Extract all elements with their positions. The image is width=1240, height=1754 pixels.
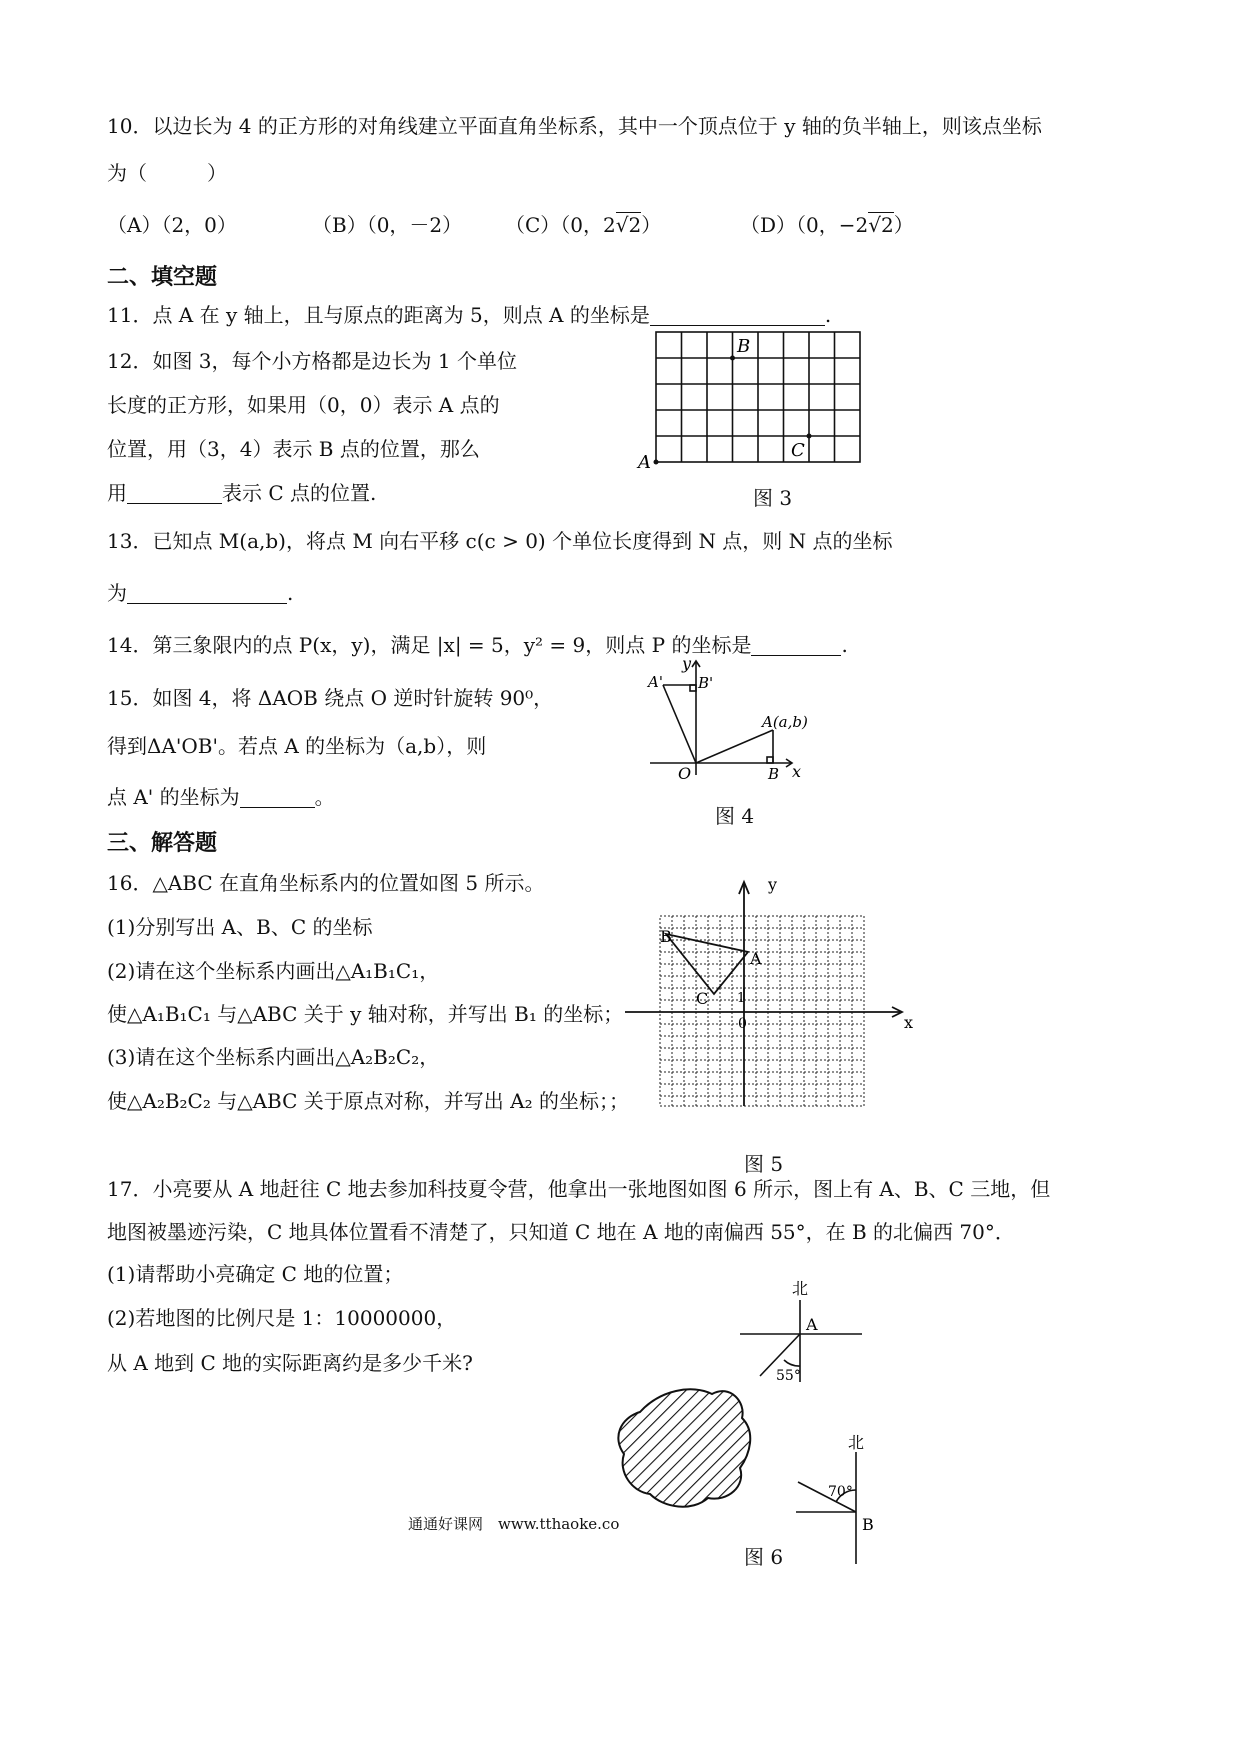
q17-line1: 17．小亮要从 A 地赶往 C 地去参加科技夏令营，他拿出一张地图如图 6 所示，图上有 A、B、C 三地，但 xyxy=(107,1177,1051,1201)
q17-line2: 地图被墨迹污染，C 地具体位置看不清楚了，只知道 C 地在 A 地的南偏西 55°，在 B 的北偏西 70°． xyxy=(107,1220,1015,1244)
q17-line4: (2)若地图的比例尺是 1：10000000， xyxy=(107,1306,457,1330)
q10-option-d: （D）（0，−2√2） xyxy=(740,213,914,237)
q10-option-a: （A）（2，0） xyxy=(107,213,237,237)
fig6-north-b: 北 xyxy=(848,1433,865,1452)
section-heading-fill-in: 二、填空题 xyxy=(107,265,218,290)
fig6-north-a: 北 xyxy=(792,1279,809,1298)
fig4-caption: 图 4 xyxy=(715,804,755,828)
fig5-label-a: A xyxy=(750,949,762,968)
fig3-label-c: C xyxy=(791,440,805,461)
fig3-caption: 图 3 xyxy=(753,486,793,510)
ink-blot xyxy=(618,1389,750,1506)
footer-watermark: 通通好课网 www.tthaoke.co xyxy=(408,1515,620,1533)
figure-3-grid xyxy=(636,322,876,482)
q12-line4: 用 表示 C 点的位置. xyxy=(107,481,377,505)
figure-6-map xyxy=(600,1272,920,1572)
fig6-label-a: A xyxy=(806,1315,818,1334)
fig5-label-y: y xyxy=(768,875,778,894)
fig4-label-y: y xyxy=(682,654,692,673)
fig4-label-x: x xyxy=(792,762,802,781)
q15-line1: 15．如图 4，将 ΔAOB 绕点 O 逆时针旋转 90⁰， xyxy=(107,686,554,710)
fig5-label-b: B xyxy=(660,927,672,946)
figure-4-rotation xyxy=(640,655,820,785)
q10-line2: 为（ ） xyxy=(107,161,227,185)
q16-line6: 使△A₂B₂C₂ 与△ABC 关于原点对称，并写出 A₂ 的坐标；； xyxy=(107,1089,629,1113)
fig4-label-b-prime: B' xyxy=(698,674,714,692)
q10-option-b: （B）（0，－2） xyxy=(312,213,463,237)
q17-line3: (1)请帮助小亮确定 C 地的位置； xyxy=(107,1262,404,1286)
fig3-label-a: A xyxy=(638,452,651,473)
q11-text: 11．点 A 在 y 轴上，且与原点的距离为 5，则点 A 的坐标是 . xyxy=(107,303,832,327)
q17-line5: 从 A 地到 C 地的实际距离约是多少千米? xyxy=(107,1351,473,1375)
fig4-label-a-prime: A' xyxy=(648,673,663,691)
q13-line2: 为 . xyxy=(107,581,294,605)
fig5-caption: 图 5 xyxy=(744,1152,784,1176)
fig4-label-o: O xyxy=(678,764,692,783)
q16-line1: 16．△ABC 在直角坐标系内的位置如图 5 所示。 xyxy=(107,871,545,895)
q12-line2: 长度的正方形，如果用（0，0）表示 A 点的 xyxy=(107,393,500,417)
q10-line1: 10．以边长为 4 的正方形的对角线建立平面直角坐标系，其中一个顶点位于 y 轴的负半轴上，则该点坐标 xyxy=(107,114,1042,138)
q15-line3: 点 A' 的坐标为 。 xyxy=(107,785,335,809)
fig4-label-b: B xyxy=(768,765,780,783)
q16-line3: (2)请在这个坐标系内画出△A₁B₁C₁， xyxy=(107,959,440,983)
fig4-label-a: A(a,b) xyxy=(762,713,808,731)
fig6-angle-a: 55° xyxy=(776,1368,801,1384)
fig5-label-x: x xyxy=(904,1013,914,1032)
q12-line3: 位置，用（3，4）表示 B 点的位置，那么 xyxy=(107,437,480,461)
fig6-label-b: B xyxy=(862,1515,874,1534)
fig5-label-c: C xyxy=(696,989,709,1008)
q12-line1: 12．如图 3，每个小方格都是边长为 1 个单位 xyxy=(107,349,517,373)
fig6-caption: 图 6 xyxy=(744,1545,784,1569)
q16-line4: 使△A₁B₁C₁ 与△ABC 关于 y 轴对称，并写出 B₁ 的坐标； xyxy=(107,1002,624,1026)
q10-option-c: （C）（0，2√2） xyxy=(505,213,662,237)
fig6-angle-b: 70° xyxy=(828,1484,853,1500)
q13-line1: 13．已知点 M(a,b)，将点 M 向右平移 c(c > 0) 个单位长度得到 N 点，则 N 点的坐标 xyxy=(107,529,893,553)
q16-line2: (1)分别写出 A、B、C 的坐标 xyxy=(107,915,373,939)
fig5-label-origin: 0 xyxy=(738,1016,747,1032)
section-heading-answer: 三、解答题 xyxy=(107,831,218,856)
q16-line5: (3)请在这个坐标系内画出△A₂B₂C₂， xyxy=(107,1045,440,1069)
q15-line2: 得到ΔA'OB'。若点 A 的坐标为（a,b），则 xyxy=(107,734,487,758)
figure-5-coordinate-grid xyxy=(620,872,920,1112)
q14-text: 14．第三象限内的点 P(x，y)，满足 |x| = 5，y² = 9，则点 P 的坐标是 . xyxy=(107,633,848,657)
fig5-label-one: 1 xyxy=(737,991,746,1006)
fig3-label-b: B xyxy=(737,336,751,357)
